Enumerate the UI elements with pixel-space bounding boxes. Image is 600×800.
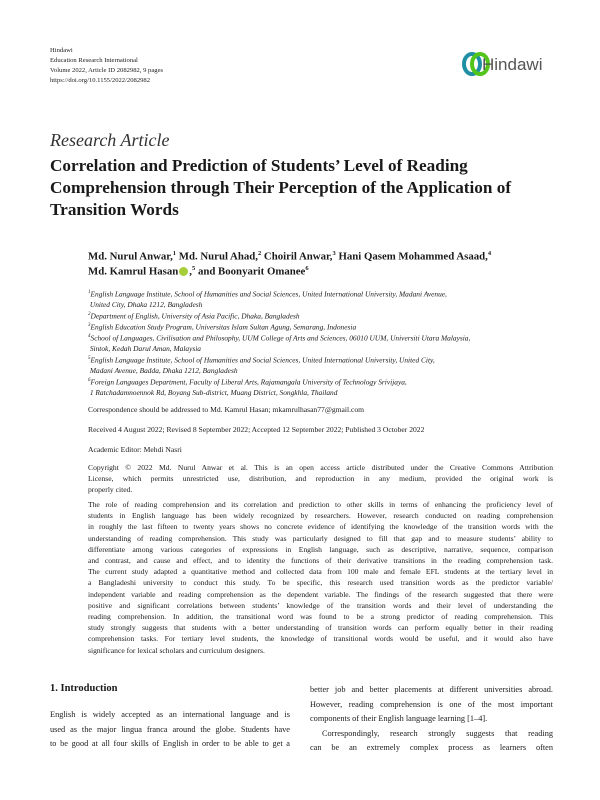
affiliation-text: United City, Dhaka 1212, Bangladesh <box>89 300 203 310</box>
author-sup: 5 <box>192 265 196 272</box>
hindawi-logo-text: Hindawi <box>482 55 543 74</box>
affiliation-text: School of Languages, Civilisation and Philosophy, UUM College of Arts and Sciences, 06010 UUM, Universiti Utara Malaysia, <box>90 333 471 343</box>
author-sup: 3 <box>332 250 336 257</box>
title-line: Correlation and Prediction of Students’ Level of Reading <box>50 156 468 175</box>
academic-editor: Academic Editor: Mehdi Nasri <box>88 445 182 454</box>
text-line: However, reading comprehension is one of the most important <box>310 699 553 709</box>
journal-name: Education Research International <box>50 57 138 64</box>
text-line: English is widely accepted as an international language and is <box>50 710 290 719</box>
orcid-icon[interactable] <box>179 267 188 276</box>
text-line: differentiate among various categories of expressions in English language, such as descriptive, narrative, sequence, comparison <box>88 544 553 554</box>
affiliation <box>88 331 470 354</box>
doi-link[interactable]: https://doi.org/10.1155/2022/2082982 <box>50 77 151 84</box>
affiliation-sup: 3 <box>88 323 91 328</box>
author[interactable]: Md. Nurul Anwar, <box>88 250 173 263</box>
affiliation-text: 1 Ratchadamnoennok Rd, Boyang Sub-district, Muang District, Songkhla, Thailand <box>89 388 338 398</box>
text-line: reading comprehension. In addition, the transitional word was found to be a strong predictor of reading comprehension. This <box>88 612 553 621</box>
text-line: significance for lexical scholars and curriculum designers. <box>88 645 265 655</box>
text-line: and contrast, and cause and effect, and to identity the functions of their derivative transitions in the reading comprehension task. <box>88 556 553 565</box>
copyright-line: Copyright © 2022 Md. Nurul Anwar et al. This is an open access article distributed under the Creative Commons Attribution <box>88 463 553 472</box>
copyright-line: properly cited. <box>88 485 133 494</box>
text-line: in roughly the last fifteen to twenty years shows no concrete evidence of identifying the knowledge of the transition words with the <box>88 522 553 532</box>
volume-info: Volume 2022, Article ID 2082982, 9 pages <box>50 67 164 74</box>
affiliation-text: English Language Institute, School of Humanities and Social Sciences, United International University, United City, <box>90 355 435 365</box>
author[interactable]: Hani Qasem Mohammed Asaad, <box>338 250 488 263</box>
text-line: used as the major lingua franca around the globe. Students have <box>50 724 290 734</box>
article-type: Research Article <box>50 130 170 150</box>
text-line: Correspondingly, research strongly suggests that reading <box>322 728 553 738</box>
author-sup: 4 <box>487 250 492 257</box>
authors-line-1 <box>88 250 491 263</box>
affiliation-sup: 5 <box>88 356 91 361</box>
text-line: study strongly suggests that students with a better understanding of transition words can perform equally better in their reading <box>88 623 553 633</box>
text-line: independent variable and reading comprehension as the dependent variable. The findings of the research suggested that there were <box>88 589 553 599</box>
text-line: comprehension tasks. For tertiary level students, the knowledge of transitional words would be useful, and it would also have <box>88 634 553 644</box>
title-line: Comprehension through Their Perception of the Application of <box>50 178 512 197</box>
affiliation-sup: 4 <box>88 334 91 339</box>
text-line: positive and significant correlations between students’ knowledge of the transition words and their level of understanding the <box>88 600 553 610</box>
text-line: The current study adapted a quantitative method and collected data from 100 male and female EFL students at the tertiary level in <box>88 567 553 577</box>
correspondence: Correspondence should be addressed to Md. Kamrul Hasan; mkamrulhasan77@gmail.com <box>88 405 365 414</box>
title-line: Transition Words <box>50 200 179 219</box>
affiliation <box>88 287 447 310</box>
affiliation-sup: 2 <box>88 312 91 317</box>
text-line: students in English language has been widely recognized by researchers. However, research conducted on reading comprehension <box>88 511 553 521</box>
author[interactable]: and Boonyarit Omanee <box>197 265 306 278</box>
text-line: components of their English language learning [1–4]. <box>310 714 488 723</box>
text-line: understanding of reading comprehension. This study was particularly designed to fill that gap and to measure students’ ability to <box>88 533 553 543</box>
text-line: The role of reading comprehension and its correlation and prediction to other skills in terms of enhancing the proficiency level of <box>88 500 553 509</box>
publisher: Hindawi <box>50 47 73 54</box>
text-line: a Bangladeshi university to conduct this study. To be specific, this research used transition words as the predictor variable/ <box>88 578 553 588</box>
affiliation-sup: 1 <box>88 290 91 295</box>
affiliation-text: Foreign Languages Department, Faculty of Liberal Arts, Rajamangala University of Technology Srivijaya, <box>90 377 407 387</box>
text-line: better job and better placements at different universities abroad. <box>310 685 553 694</box>
section-heading: 1. Introduction <box>50 683 118 694</box>
affiliation-text: Sintok, Kedah Darul Aman, Malaysia <box>89 344 201 354</box>
copyright-line: License, which permits unrestricted use, distribution, and reproduction in any medium, provided the original work is <box>88 474 553 483</box>
author-sup: 6 <box>305 265 309 272</box>
author[interactable]: Md. Kamrul Hasan <box>88 265 179 278</box>
author[interactable]: Md. Nurul Ahad, <box>178 250 258 263</box>
author-sup: 1 <box>172 250 177 257</box>
affiliation-text: Madani Avenue, Badda, Dhaka 1212, Bangladesh <box>89 366 238 376</box>
dates: Received 4 August 2022; Revised 8 September 2022; Accepted 12 September 2022; Published 3 October 2022 <box>88 425 425 434</box>
affiliation <box>88 375 407 398</box>
affiliation-text: English Language Institute, School of Humanities and Social Sciences, United International University, Madani Avenue, <box>90 289 447 299</box>
authors-line-2: Md. Kamrul Hasan ,$^5$ and Boonyarit Omanee$^6$ <box>88 265 309 278</box>
author-sup: 2 <box>257 250 262 257</box>
affiliation-text: Department of English, University of Asia Pacific, Dhaka, Bangladesh <box>90 311 300 321</box>
affiliation-text: English Education Study Program, Universitas Islam Sultan Agung, Semarang, Indonesia <box>90 322 357 332</box>
text-line: can be an extremely complex process as learners often <box>310 743 553 752</box>
affiliation <box>88 353 435 376</box>
author[interactable]: Choiril Anwar, <box>263 250 333 263</box>
text-line: to be good at all four skills of English in order to be able to get a <box>50 739 290 748</box>
affiliation-sup: 6 <box>88 378 91 383</box>
